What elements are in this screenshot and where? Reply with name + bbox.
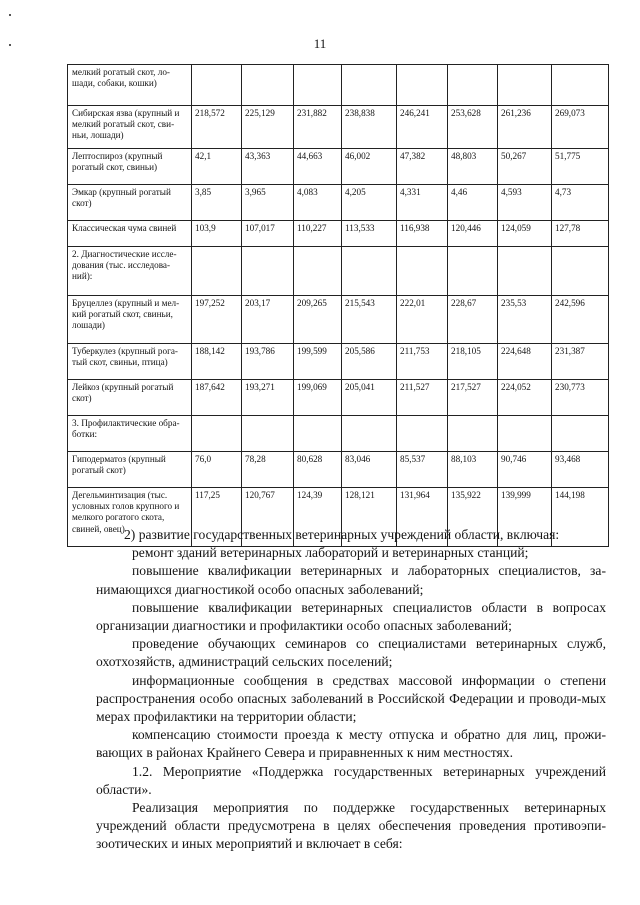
table-cell: 127,78 [552, 221, 609, 247]
table-cell: 42,1 [192, 149, 242, 185]
table-cell: 215,543 [342, 296, 397, 344]
table-cell: 116,938 [397, 221, 448, 247]
table-cell: 224,648 [498, 344, 552, 380]
table-cell: 228,67 [448, 296, 498, 344]
table-cell: 135,922 [448, 488, 498, 547]
table-cell: 211,753 [397, 344, 448, 380]
table-cell: 230,773 [552, 380, 609, 416]
paragraph: информационные сообщения в средствах массовой информации о степени распространения особо опасных заболеваний в Российской Федерации и проводи-мых мерах профилактики на территории области; [96, 672, 606, 725]
paragraph: 1.2. Мероприятие «Поддержка государственных ветеринарных учреждений области». [96, 763, 606, 797]
table-cell: 131,964 [397, 488, 448, 547]
table-cell [552, 416, 609, 452]
row-label: Сибирская язва (крупный и мелкий рогатый скот, сви-ньи, лошади) [68, 106, 192, 149]
table-cell: 144,198 [552, 488, 609, 547]
table-cell: 261,236 [498, 106, 552, 149]
table-cell: 193,786 [242, 344, 294, 380]
table-cell: 80,628 [294, 452, 342, 488]
table-cell: 205,586 [342, 344, 397, 380]
table-cell [397, 247, 448, 296]
table-cell: 50,267 [498, 149, 552, 185]
table-cell [342, 65, 397, 106]
table-cell: 209,265 [294, 296, 342, 344]
table-cell: 218,105 [448, 344, 498, 380]
table-cell: 47,382 [397, 149, 448, 185]
paragraph: повышение квалификации ветеринарных специалистов области в вопросах организации диагностики и профилактики особо опасных заболеваний; [96, 599, 606, 634]
table-cell: 43,363 [242, 149, 294, 185]
table-cell: 211,527 [397, 380, 448, 416]
table-cell [342, 247, 397, 296]
table-cell: 44,663 [294, 149, 342, 185]
table-cell: 4,205 [342, 185, 397, 221]
table-cell: 4,593 [498, 185, 552, 221]
table-cell: 217,527 [448, 380, 498, 416]
table-cell: 4,73 [552, 185, 609, 221]
table-cell: 188,142 [192, 344, 242, 380]
table-cell [448, 416, 498, 452]
row-label: Туберкулез (крупный рога-тый скот, свиньи, птица) [68, 344, 192, 380]
table-cell: 193,271 [242, 380, 294, 416]
paragraph: компенсацию стоимости проезда к месту отпуска и обратно для лиц, прожи-вающих в районах Крайнего Севера и приравненных к ним местностях. [96, 727, 606, 761]
table-row [68, 452, 609, 488]
table-cell: 242,596 [552, 296, 609, 344]
table-cell: 218,572 [192, 106, 242, 149]
table-cell: 205,041 [342, 380, 397, 416]
table-cell: 246,241 [397, 106, 448, 149]
table-row [68, 344, 609, 380]
table-cell: 117,25 [192, 488, 242, 547]
table-row [68, 221, 609, 247]
paragraph: Реализация мероприятия по поддержке государственных ветеринарных учреждений области предусмотрена в целях обеспечения проведения противоэпи-зоотических и иных мероприятий и включает в себя: [96, 800, 606, 852]
table-cell: 107,017 [242, 221, 294, 247]
table-cell [242, 65, 294, 106]
table-cell: 120,767 [242, 488, 294, 547]
table-cell: 78,28 [242, 452, 294, 488]
row-label: 2. Диагностические иссле-дования (тыс. исследова-ний): [68, 247, 192, 296]
table-cell [294, 247, 342, 296]
table-row [68, 380, 609, 416]
table-cell [242, 416, 294, 452]
table-cell: 231,882 [294, 106, 342, 149]
table-cell: 124,059 [498, 221, 552, 247]
table-row [68, 149, 609, 185]
table-cell: 48,803 [448, 149, 498, 185]
table-cell: 103,9 [192, 221, 242, 247]
table-row [68, 296, 609, 344]
table-cell [498, 247, 552, 296]
table-cell: 4,46 [448, 185, 498, 221]
table-cell: 225,129 [242, 106, 294, 149]
table-cell: 85,537 [397, 452, 448, 488]
scan-mark [9, 14, 11, 16]
table-cell: 83,046 [342, 452, 397, 488]
table-row [68, 106, 609, 149]
table-cell: 269,073 [552, 106, 609, 149]
table-cell: 3,85 [192, 185, 242, 221]
paragraph: 2) развитие государственных ветеринарных учреждений области, включая: [124, 527, 560, 542]
table-cell [498, 65, 552, 106]
row-label: Лейкоз (крупный рогатый скот) [68, 380, 192, 416]
table-cell: 110,227 [294, 221, 342, 247]
table-cell: 51,775 [552, 149, 609, 185]
table-cell [397, 416, 448, 452]
table-cell: 199,069 [294, 380, 342, 416]
table-cell: 187,642 [192, 380, 242, 416]
table-cell: 203,17 [242, 296, 294, 344]
table-cell: 124,39 [294, 488, 342, 547]
table-cell: 76,0 [192, 452, 242, 488]
paragraph: повышение квалификации ветеринарных и лабораторных специалистов, за-нимающихся диагностикой особо опасных заболеваний; [96, 563, 606, 597]
table-cell [448, 65, 498, 106]
table-cell: 128,121 [342, 488, 397, 547]
table-cell: 253,628 [448, 106, 498, 149]
table-cell: 3,965 [242, 185, 294, 221]
table-cell [294, 416, 342, 452]
table-cell [242, 247, 294, 296]
table-cell: 197,252 [192, 296, 242, 344]
row-label: Эмкар (крупный рогатый скот) [68, 185, 192, 221]
table-cell [192, 247, 242, 296]
table-cell: 235,53 [498, 296, 552, 344]
table-cell [192, 416, 242, 452]
table-cell: 46,002 [342, 149, 397, 185]
table-cell: 90,746 [498, 452, 552, 488]
table-cell: 139,999 [498, 488, 552, 547]
table-row [68, 247, 609, 296]
table-cell [552, 247, 609, 296]
table-cell: 222,01 [397, 296, 448, 344]
table-cell: 88,103 [448, 452, 498, 488]
row-label: Гиподерматоз (крупный рогатый скот) [68, 452, 192, 488]
table-cell: 224,052 [498, 380, 552, 416]
table-cell: 199,599 [294, 344, 342, 380]
row-label: 3. Профилактические обра-ботки: [68, 416, 192, 452]
table-cell: 113,533 [342, 221, 397, 247]
data-table [67, 64, 609, 547]
table-row [68, 65, 609, 106]
row-label: мелкий рогатый скот, ло-шади, собаки, кошки) [68, 65, 192, 106]
page-number: 11 [313, 36, 327, 51]
table-cell: 93,468 [552, 452, 609, 488]
table-cell: 4,331 [397, 185, 448, 221]
row-label: Лептоспироз (крупный рогатый скот, свиньи) [68, 149, 192, 185]
table-row [68, 185, 609, 221]
table-cell: 238,838 [342, 106, 397, 149]
table-cell: 120,446 [448, 221, 498, 247]
table-cell [294, 65, 342, 106]
row-label: Дегельминтизация (тыс. условных голов крупного и мелкого рогатого скота, свиней, овец) [68, 488, 192, 547]
table-cell [397, 65, 448, 106]
body-text [96, 526, 606, 854]
paragraph: проведение обучающих семинаров со специалистами ветеринарных служб, охотхозяйств, администраций сельских поселений; [96, 636, 606, 670]
table-cell [498, 416, 552, 452]
row-label: Бруцеллез (крупный и мел-кий рогатый скот, свиньи, лошади) [68, 296, 192, 344]
table-cell: 4,083 [294, 185, 342, 221]
table-cell [342, 416, 397, 452]
table-cell [552, 65, 609, 106]
table-cell [192, 65, 242, 106]
paragraph: ремонт зданий ветеринарных лабораторий и ветеринарных станций; [132, 545, 529, 561]
table-cell: 231,387 [552, 344, 609, 380]
table-cell [448, 247, 498, 296]
row-label: Классическая чума свиней [68, 221, 192, 247]
table-row [68, 416, 609, 452]
